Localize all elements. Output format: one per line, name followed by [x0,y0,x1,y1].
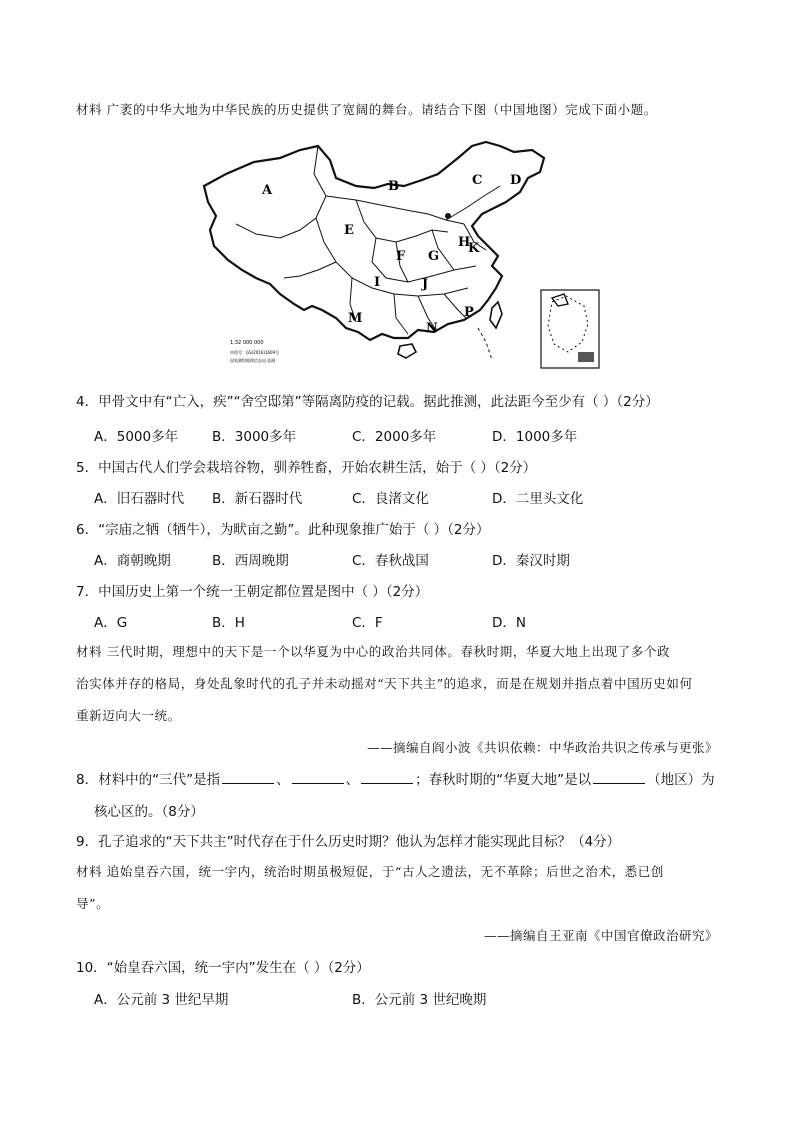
q8-blank-1[interactable] [222,771,274,784]
material-3-line-1: 材料 追始皇吞六国，统一宇内，统治时期虽极短促，于“古人之遗法，无不革除；后世之治术，悉已创 [76,864,664,879]
map-label-k: K [468,241,480,256]
q8-part-2: ；春秋时期的“华夏大地”是以 [415,772,592,788]
q5-option-d[interactable]: D．二里头文化 [492,491,584,507]
q8-blank-4[interactable] [593,771,645,784]
map-label-a: A [262,183,273,198]
q5-option-b[interactable]: B．新石器时代 [212,491,303,507]
q7-option-b[interactable]: B．H [212,615,245,631]
question-6-stem: 6．“宗庙之牺（牺牛），为畎亩之勤”。此种现象推广始于（ ）（2分） [76,522,490,538]
material-2-line-3: 重新迈向大一统。 [76,708,181,723]
map-label-i: I [374,275,381,290]
q5-option-c[interactable]: C．良渚文化 [352,491,429,507]
map-label-c: C [472,173,483,188]
q5-option-a[interactable]: A．旧石器时代 [94,491,185,507]
map-label-j: J [422,277,429,292]
map-scale: 1:32 000 000 [230,340,264,346]
map-label-m: M [348,311,363,326]
q8-sep-1: 、 [276,772,290,788]
question-10-stem: 10．“始皇吞六国，统一宇内”发生在（ ）（2分） [76,960,370,976]
q6-option-a[interactable]: A．商朝晚期 [94,553,171,569]
q8-blank-3[interactable] [361,771,413,784]
map-label-n: N [426,321,438,336]
material-2-line-1: 材料 三代时期，理想中的天下是一个以华夏为中心的政治共同体。春秋时期，华夏大地上出现了多个政 [76,644,671,659]
q6-option-c[interactable]: C．春秋战国 [352,553,429,569]
question-4-stem: 4．甲骨文中有“亡入，疾”“舍空邸第”等隔离防疫的记载。据此推测，此法距今至少有（ ）（2分） [76,394,659,410]
q10-option-b[interactable]: B．公元前 3 世纪晚期 [352,992,487,1008]
material-2-line-2: 治实体并存的格局，身处乱象时代的孔子并未动摇对“天下共主”的追求，而是在规划并指点着中国历史如何 [76,676,693,691]
question-5-stem: 5．中国古代人们学会栽培谷物，驯养牲畜，开始农耕生活，始于（ ）（2分） [76,460,537,476]
china-map-figure [196,138,606,370]
q8-part-1: 8．材料中的“三代”是指 [76,772,221,788]
map-label-e: E [344,223,354,238]
q6-option-b[interactable]: B．西周晚期 [212,553,289,569]
capital-dot [445,213,451,219]
question-8-line-2: 核心区的。（8分） [94,804,204,820]
q4-option-b[interactable]: B．3000多年 [212,429,297,445]
q10-option-a[interactable]: A．公元前 3 世纪早期 [94,992,229,1008]
q4-option-a[interactable]: A．5000多年 [94,429,179,445]
map-label-g: G [428,249,440,264]
material-3-line-2: 导”。 [76,896,110,911]
map-label-d: D [510,173,522,188]
question-9-stem: 9．孔子追求的“天下共主”时代存在于什么历史时期？他认为怎样才能实现此目标？（4分） [76,834,621,850]
map-note-2: 国家测绘地理信息局 监制 [230,358,276,363]
q4-option-d[interactable]: D．1000多年 [492,429,578,445]
q4-option-c[interactable]: C．2000多年 [352,429,437,445]
question-7-stem: 7．中国历史上第一个统一王朝定都位置是图中（ ）（2分） [76,584,429,600]
hainan-outline [398,344,416,358]
map-label-f: F [396,249,406,264]
material-2-source: ——摘编自阎小波《共识依赖：中华政治共识之传承与更张》 [366,740,718,755]
q8-blank-2[interactable] [292,771,344,784]
china-outline [204,142,544,340]
map-label-p: P [464,305,474,320]
inset-label-box [578,352,594,362]
q8-sep-2: 、 [345,772,360,788]
q7-option-d[interactable]: D．N [492,615,526,631]
q7-option-c[interactable]: C．F [352,615,383,631]
material-3-source: ——摘编自王亚南《中国官僚政治研究》 [483,928,718,943]
question-8-stem [76,768,715,788]
map-note-1: 审图号：GS(2016)1609号 [230,350,280,355]
sea-boundary [478,328,492,360]
q6-option-d[interactable]: D．秦汉时期 [492,553,570,569]
taiwan-outline [490,302,502,328]
q7-option-a[interactable]: A．G [94,615,128,631]
q8-part-3: （地区）为 [647,772,715,788]
map-label-h: H [458,235,471,250]
material-1-intro: 材料 广袤的中华大地为中华民族的历史提供了宽阔的舞台。请结合下图（中国地图）完成下面小题。 [76,102,657,117]
map-label-b: B [388,179,399,194]
china-map-svg [196,138,606,370]
